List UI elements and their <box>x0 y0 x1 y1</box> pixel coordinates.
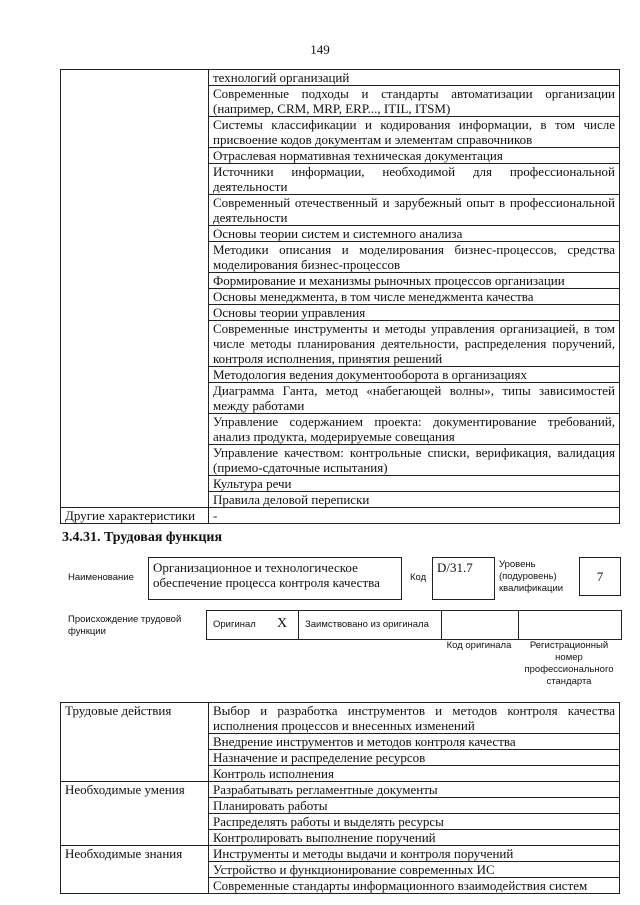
knowledge-item: Современный отечественный и зарубежный опыт в профессиональной деятельности <box>209 195 620 226</box>
name-label: Наименование <box>68 572 134 583</box>
table-row <box>61 703 620 734</box>
knowledge-item: Источники информации, необходимой для профессиональной деятельности <box>209 164 620 195</box>
knowledge-item: Культура речи <box>209 476 620 492</box>
knowledge-item: Инструменты и методы выдачи и контроля поручений <box>209 846 620 862</box>
skill-item: Разрабатывать регламентные документы <box>209 782 620 798</box>
knowledge-item: Современные инструменты и методы управления организацией, в том числе методы планирования деятельности, распределения поручений, контроля исполнения, принятия решений <box>209 321 620 367</box>
knowledge-label-cell <box>61 70 209 508</box>
original-label: Оригинал <box>213 619 256 630</box>
knowledge-item: Основы теории управления <box>209 305 620 321</box>
registration-number-caption: Регистрационный номер профессионального стандарта <box>524 640 614 687</box>
table-row <box>61 508 620 524</box>
labor-action-item: Назначение и распределение ресурсов <box>209 750 620 766</box>
registration-number-box <box>518 610 622 640</box>
function-name-box: Организационное и технологическое обеспечение процесса контроля качества <box>148 557 402 600</box>
origin-label: Происхождение трудовой функции <box>68 614 182 637</box>
knowledge-item: Современные подходы и стандарты автоматизации организации (например, CRM, MRP, ERP..., ITIL, ITSM) <box>209 86 620 117</box>
knowledge-item: Основы менеджмента, в том числе менеджмента качества <box>209 289 620 305</box>
knowledge-item: Диаграмма Ганта, метод «набегающей волны», типы зависимостей между работами <box>209 383 620 414</box>
table-row <box>61 782 620 798</box>
knowledge-item: Устройство и функционирование современных ИС <box>209 862 620 878</box>
knowledge-item: Основы теории систем и системного анализа <box>209 226 620 242</box>
labor-action-item: Внедрение инструментов и методов контроля качества <box>209 734 620 750</box>
required-knowledge-label: Необходимые знания <box>61 846 209 894</box>
skill-item: Планировать работы <box>209 798 620 814</box>
knowledge-item: Управление содержанием проекта: документирование требований, анализ продукта, модерируемые совещания <box>209 414 620 445</box>
table-row <box>61 70 620 86</box>
knowledge-item: технологий организаций <box>209 70 620 86</box>
qualification-level-label: Уровень (подуровень) квалификации <box>499 559 564 594</box>
knowledge-item: Методология ведения документооборота в организациях <box>209 367 620 383</box>
other-characteristics-label: Другие характеристики <box>61 508 209 524</box>
function-code-box: D/31.7 <box>432 557 495 600</box>
labor-action-item: Выбор и разработка инструментов и методов контроля качества исполнения процессов и внесенных изменений <box>209 703 620 734</box>
original-code-box <box>441 610 519 640</box>
qualification-level-box: 7 <box>579 557 621 596</box>
required-skills-label: Необходимые умения <box>61 782 209 846</box>
original-code-caption: Код оригинала <box>446 640 512 651</box>
labor-function-table <box>60 702 620 894</box>
knowledge-item: Системы классификации и кодирования информации, в том числе присвоение кодов документам и элементам справочников <box>209 117 620 148</box>
original-mark: X <box>277 616 288 631</box>
other-characteristics-value: - <box>209 508 620 524</box>
original-box <box>206 610 299 640</box>
knowledge-item: Формирование и механизмы рыночных процессов организации <box>209 273 620 289</box>
code-label: Код <box>410 572 427 583</box>
knowledge-item: Современные стандарты информационного взаимодействия систем <box>209 878 620 894</box>
page-number: 149 <box>310 42 330 57</box>
knowledge-table-continued <box>60 69 620 524</box>
knowledge-item: Отраслевая нормативная техническая документация <box>209 148 620 164</box>
skill-item: Распределять работы и выделять ресурсы <box>209 814 620 830</box>
labor-action-item: Контроль исполнения <box>209 766 620 782</box>
knowledge-item: Управление качеством: контрольные списки, верификация, валидация (приемо-сдаточные испытания) <box>209 445 620 476</box>
knowledge-item: Методики описания и моделирования бизнес-процессов, средства моделирования бизнес-процессов <box>209 242 620 273</box>
labor-actions-label: Трудовые действия <box>61 703 209 782</box>
borrowed-label: Заимствовано из оригинала <box>305 619 429 630</box>
skill-item: Контролировать выполнение поручений <box>209 830 620 846</box>
table-row <box>61 846 620 862</box>
section-title: 3.4.31. Трудовая функция <box>62 530 223 545</box>
borrowed-box <box>298 610 442 640</box>
knowledge-item: Правила деловой переписки <box>209 492 620 508</box>
